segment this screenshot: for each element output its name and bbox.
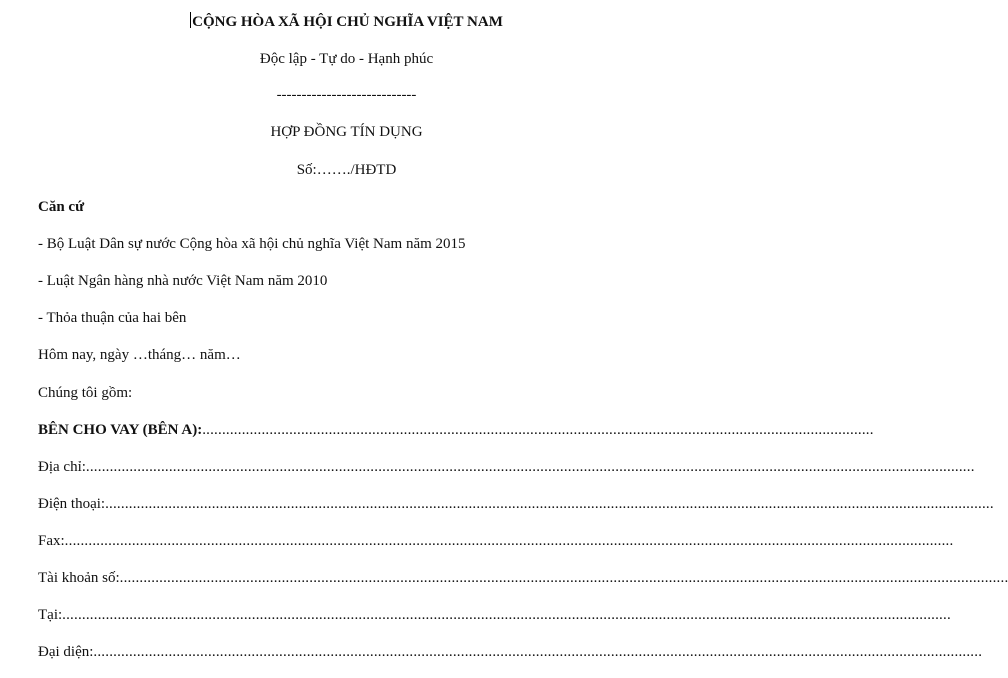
basis-item: - Thỏa thuận của hai bên	[38, 310, 187, 326]
field-label: Tài khoản số:	[38, 570, 120, 586]
basis-item: - Bộ Luật Dân sự nước Cộng hòa xã hội chủ nghĩa Việt Nam năm 2015	[38, 236, 466, 252]
field-label: Đại diện:	[38, 644, 94, 660]
date-line: Hôm nay, ngày …tháng… năm…	[38, 347, 241, 363]
field-label: Điện thoại:	[38, 496, 106, 512]
field-at	[38, 606, 951, 624]
fill-dots: .................................................................................................................................................................................................................................	[105, 496, 994, 512]
field-representative	[38, 643, 983, 661]
fill-dots: .................................................................................................................................................................................................................................	[62, 607, 951, 623]
field-fax	[38, 532, 954, 550]
national-title: CỘNG HÒA XÃ HỘI CHỦ NGHĨA VIỆT NAM	[192, 14, 503, 30]
field-label: Địa chỉ:	[38, 459, 86, 475]
motto: Độc lập - Tự do - Hạnh phúc	[259, 51, 434, 67]
field-account	[38, 569, 1008, 587]
contract-number: Số:……./HĐTD	[296, 162, 397, 178]
fill-dots: ..........................................................................................................................................................................	[202, 422, 874, 438]
field-address	[38, 458, 975, 476]
fill-dots: .................................................................................................................................................................................................................................	[93, 644, 983, 660]
basis-heading: Căn cứ	[38, 199, 85, 215]
basis-item: - Luật Ngân hàng nhà nước Việt Nam năm 2010	[38, 273, 328, 289]
contract-title: HỢP ĐỒNG TÍN DỤNG	[270, 124, 423, 140]
party-a-heading-line	[38, 421, 874, 439]
text-cursor	[190, 12, 191, 28]
fill-dots: .................................................................................................................................................................................................................................	[119, 570, 1008, 586]
parties-intro: Chúng tôi gồm:	[38, 385, 133, 401]
separator: ----------------------------	[276, 87, 417, 103]
party-a-heading: BÊN CHO VAY (BÊN A):	[38, 422, 203, 438]
field-label: Tại:	[38, 607, 63, 623]
field-phone	[38, 495, 994, 513]
fill-dots: .................................................................................................................................................................................................................................	[64, 533, 954, 549]
field-label: Fax:	[38, 533, 65, 549]
national-title-line	[0, 12, 693, 31]
fill-dots: .................................................................................................................................................................................................................................	[85, 459, 975, 475]
